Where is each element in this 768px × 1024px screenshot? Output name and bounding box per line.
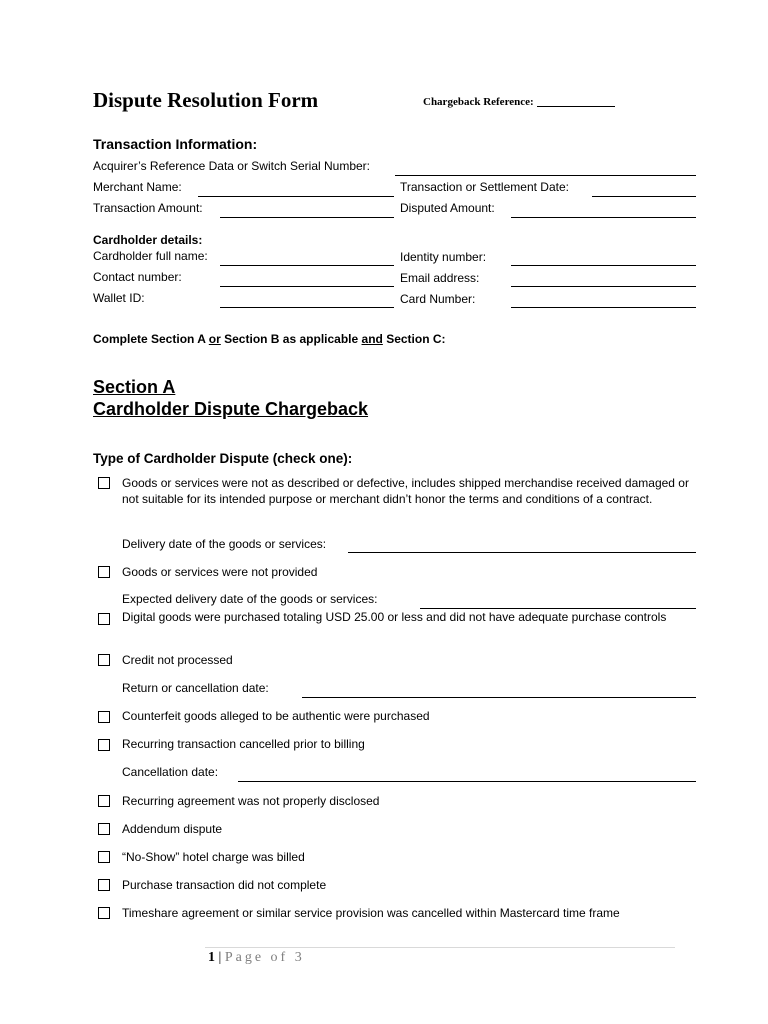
footer-page-text: Page of 3 (224, 950, 305, 965)
chargeback-reference-field[interactable] (537, 106, 615, 107)
return-date-field[interactable] (302, 697, 696, 698)
identity-number-field[interactable] (511, 265, 696, 266)
not-provided-checkbox[interactable] (98, 566, 110, 578)
identity-number-label: Identity number: (400, 250, 487, 264)
digital-goods-checkbox[interactable] (98, 613, 110, 625)
email-address-label: Email address: (400, 271, 480, 285)
counterfeit-text: Counterfeit goods alleged to be authentic were purchased (122, 709, 430, 723)
instructions-part2: Section B as applicable (220, 332, 362, 346)
chargeback-reference (423, 96, 615, 108)
section-a-title: Section A (93, 377, 176, 397)
no-show-checkbox[interactable] (98, 851, 110, 863)
recurring-cancelled-text: Recurring transaction cancelled prior to billing (122, 737, 365, 751)
recurring-not-disclosed-text: Recurring agreement was not properly disclosed (122, 794, 380, 808)
goods-defective-text: Goods or services were not as described or defective, includes shipped merchandise received damaged or not suitable for its intended purpose or merchant didn’t honor the terms and conditions of a contract. (122, 476, 689, 506)
cardholder-details-heading: Cardholder details: (93, 233, 203, 247)
wallet-id-field[interactable] (220, 307, 394, 308)
purchase-incomplete-text: Purchase transaction did not complete (122, 878, 327, 892)
not-provided-text: Goods or services were not provided (122, 565, 318, 579)
credit-not-processed-checkbox[interactable] (98, 654, 110, 666)
transaction-amount-field[interactable] (220, 217, 394, 218)
section-instructions (93, 332, 446, 346)
digital-goods-text: Digital goods were purchased totaling USD 25.00 or less and did not have adequate purchase controls (122, 610, 667, 624)
page-title: Dispute Resolution Form (93, 88, 319, 112)
card-number-field[interactable] (511, 307, 696, 308)
goods-defective-checkbox[interactable] (98, 477, 110, 489)
card-number-label: Card Number: (400, 292, 476, 306)
counterfeit-checkbox[interactable] (98, 711, 110, 723)
delivery-date-field[interactable] (348, 552, 696, 553)
addendum-checkbox[interactable] (98, 823, 110, 835)
contact-number-label: Contact number: (93, 270, 182, 284)
contact-number-field[interactable] (220, 286, 394, 287)
timeshare-checkbox[interactable] (98, 907, 110, 919)
instructions-part1: Complete Section A (93, 332, 209, 346)
recurring-not-disclosed-checkbox[interactable] (98, 795, 110, 807)
chargeback-reference-label: Chargeback Reference: (423, 96, 534, 108)
timeshare-text: Timeshare agreement or similar service provision was cancelled within Mastercard time frame (122, 906, 620, 920)
merchant-name-label: Merchant Name: (93, 180, 182, 194)
footer-rule (205, 947, 675, 948)
email-address-field[interactable] (511, 286, 696, 287)
delivery-date-label: Delivery date of the goods or services: (122, 537, 327, 551)
cardholder-name-field[interactable] (220, 265, 394, 266)
wallet-id-label: Wallet ID: (93, 291, 145, 305)
settlement-date-field[interactable] (592, 196, 696, 197)
transaction-amount-label: Transaction Amount: (93, 201, 203, 215)
cancellation-date-field[interactable] (238, 781, 696, 782)
addendum-text: Addendum dispute (122, 822, 223, 836)
recurring-cancelled-checkbox[interactable] (98, 739, 110, 751)
settlement-date-label: Transaction or Settlement Date: (400, 180, 569, 194)
cancellation-date-label: Cancellation date: (122, 765, 219, 779)
return-date-label: Return or cancellation date: (122, 681, 269, 695)
merchant-name-field[interactable] (198, 196, 394, 197)
page-number: 1 (208, 950, 215, 965)
instructions-part3: Section C: (382, 332, 446, 346)
cardholder-name-label: Cardholder full name: (93, 249, 208, 263)
section-a-subtitle: Cardholder Dispute Chargeback (93, 399, 369, 419)
instructions-and: and (361, 332, 383, 346)
transaction-info-heading: Transaction Information: (93, 136, 258, 152)
disputed-amount-field[interactable] (511, 217, 696, 218)
disputed-amount-label: Disputed Amount: (400, 201, 495, 215)
page-footer (208, 950, 305, 966)
acquirer-ref-label: Acquirer’s Reference Data or Switch Serial Number: (93, 159, 371, 173)
acquirer-ref-field[interactable] (395, 175, 696, 176)
no-show-text: “No-Show” hotel charge was billed (122, 850, 305, 864)
instructions-or: or (208, 332, 221, 346)
expected-delivery-label: Expected delivery date of the goods or services: (122, 592, 378, 606)
footer-separator: | (218, 950, 222, 965)
credit-not-processed-text: Credit not processed (122, 653, 233, 667)
dispute-type-heading: Type of Cardholder Dispute (check one): (93, 451, 353, 466)
purchase-incomplete-checkbox[interactable] (98, 879, 110, 891)
